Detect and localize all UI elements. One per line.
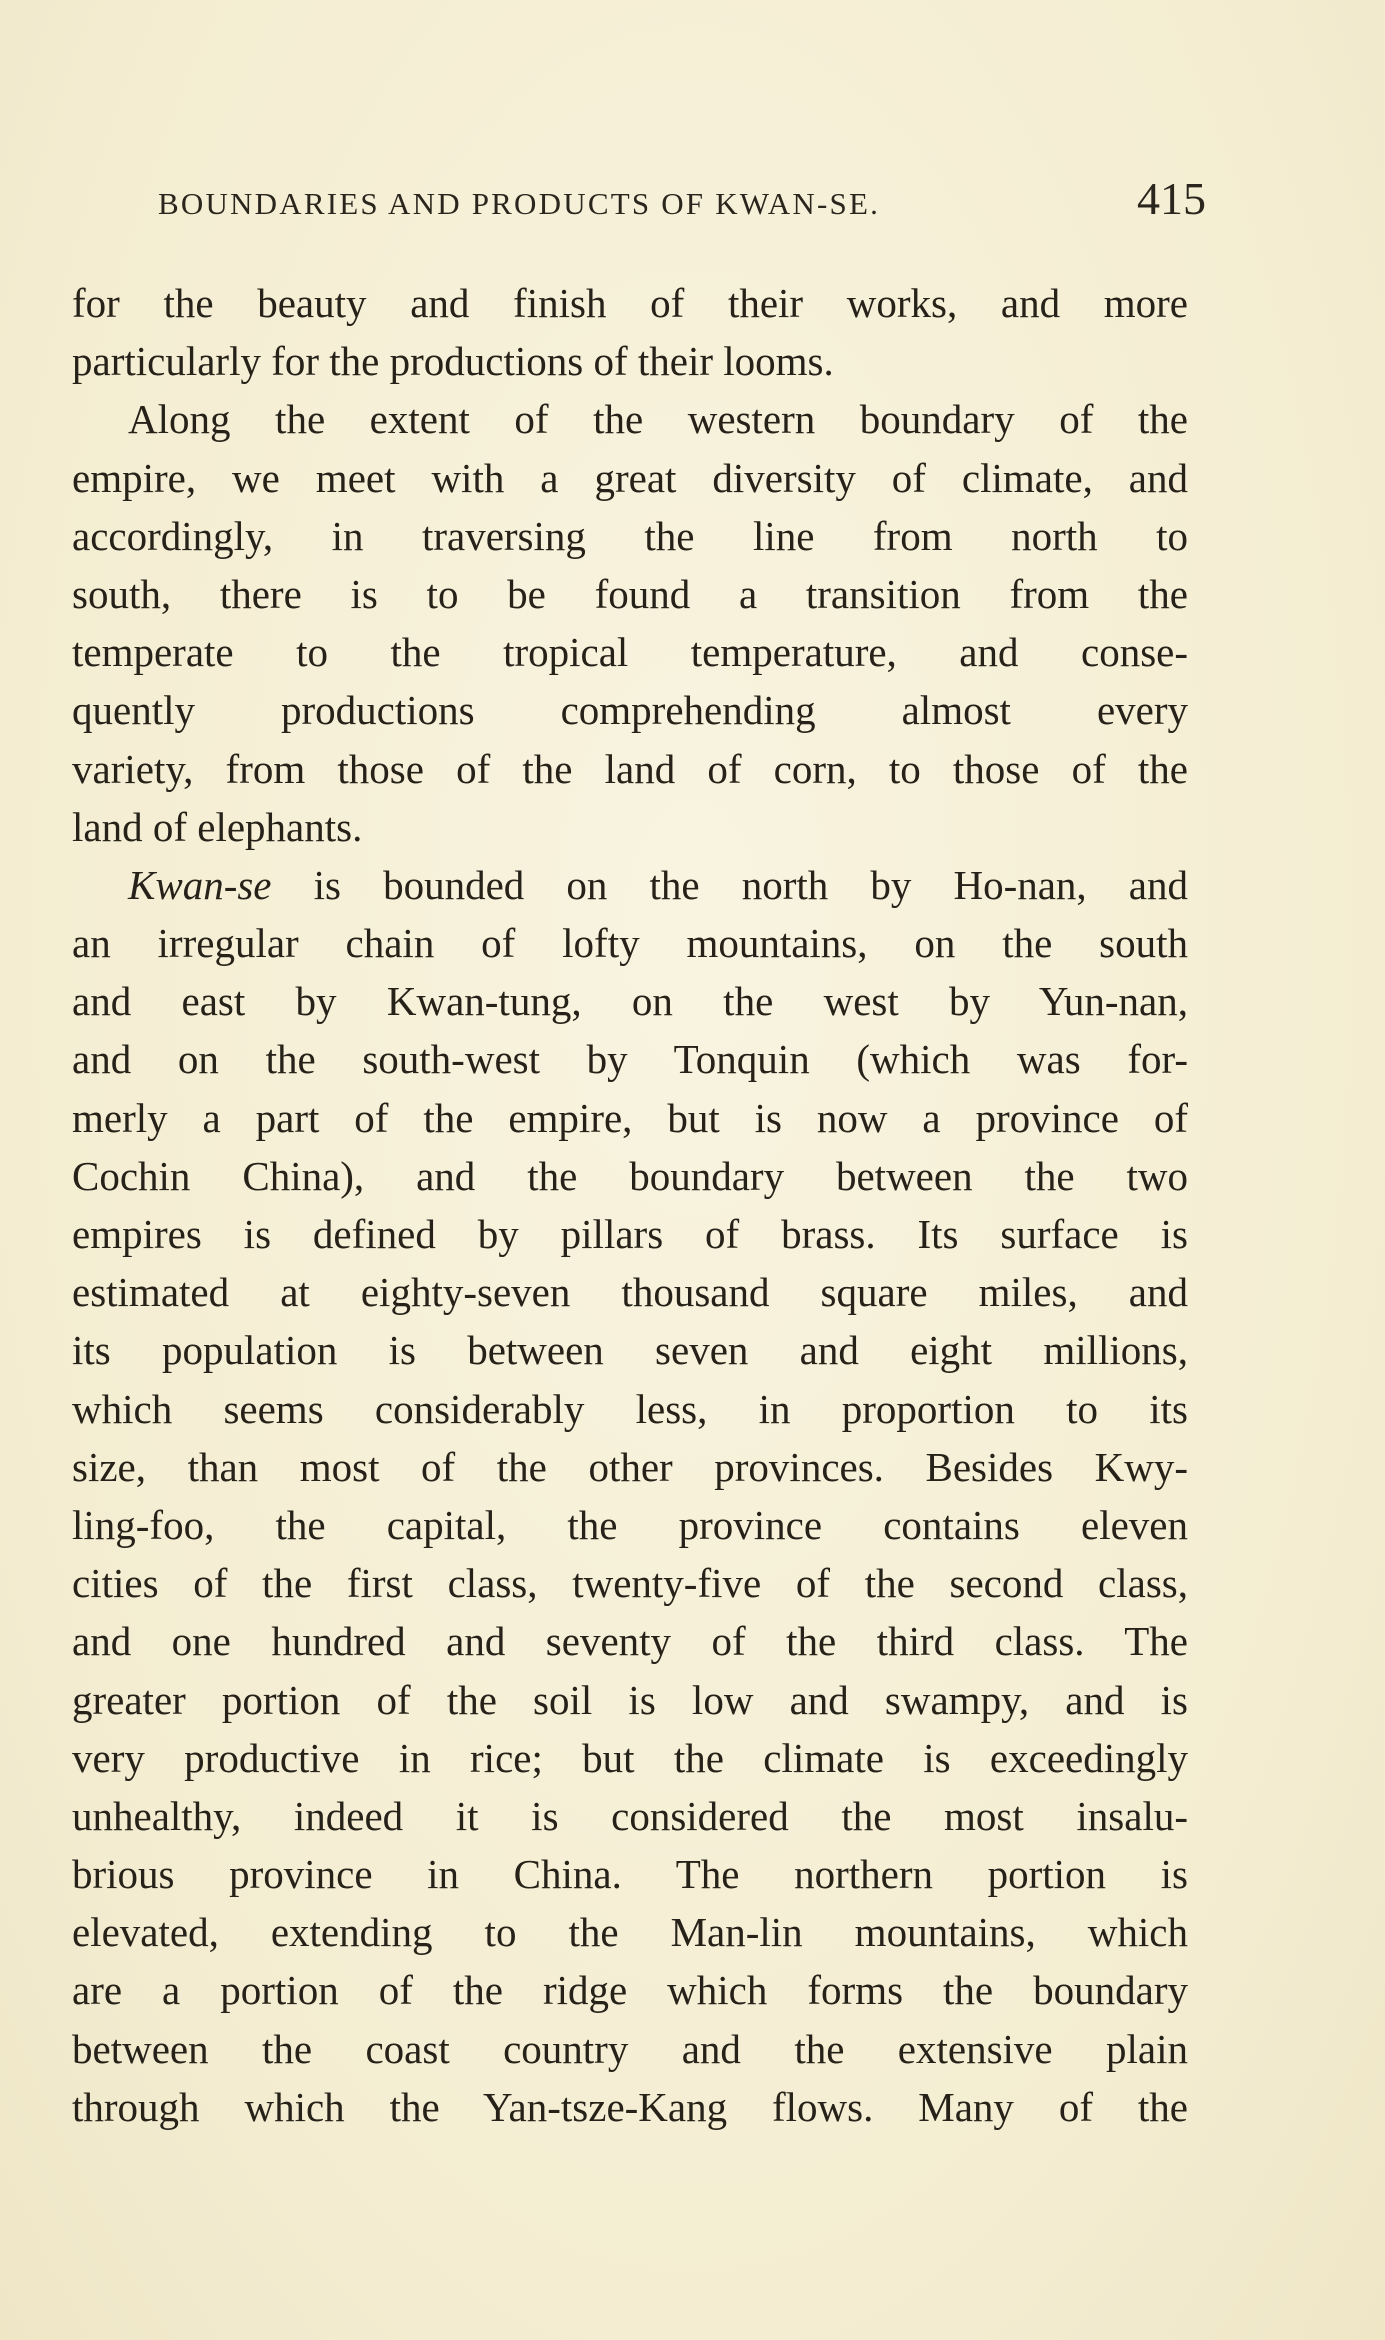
line-remainder: is bounded on the north by Ho-nan, and xyxy=(271,861,1188,908)
text-line: land of elephants. xyxy=(72,803,363,850)
text-line: are a portion of the ridge which forms the boundary xyxy=(72,1967,1188,2014)
book-page xyxy=(72,160,1206,2130)
text-line: Cochin China), and the boundary between the two xyxy=(72,1152,1188,1199)
text-line: merly a part of the empire, but is now a province of xyxy=(72,1094,1188,1141)
text-line: elevated, extending to the Man-lin mountains, which xyxy=(72,1909,1188,1956)
text-line: and east by Kwan-tung, on the west by Yun-nan, xyxy=(72,978,1188,1025)
running-title: BOUNDARIES AND PRODUCTS OF KWAN-SE. xyxy=(158,186,881,221)
text-line: between the coast country and the extensive plain xyxy=(72,2025,1188,2072)
paragraph-start-line: Along the extent of the western boundary of the xyxy=(128,396,1188,443)
text-line: through which the Yan-tsze-Kang flows. Many of the xyxy=(72,2083,1188,2130)
body-text xyxy=(72,274,1188,2136)
page-number: 415 xyxy=(1137,173,1206,224)
text-line: and on the south-west by Tonquin (which was for- xyxy=(72,1036,1188,1083)
text-line: and one hundred and seventy of the third class. The xyxy=(72,1618,1188,1665)
text-line: south, there is to be found a transition from the xyxy=(72,570,1188,617)
text-line: cities of the first class, twenty-five of the second class, xyxy=(72,1560,1188,1607)
paragraph-start-line xyxy=(72,856,1188,914)
text-line: size, than most of the other provinces. Besides Kwy- xyxy=(72,1443,1188,1490)
italic-place-name: Kwan-se xyxy=(128,861,272,908)
text-line: accordingly, in traversing the line from north to xyxy=(72,512,1188,559)
text-line: an irregular chain of lofty mountains, on the south xyxy=(72,920,1188,967)
text-line: brious province in China. The northern portion is xyxy=(72,1851,1188,1898)
text-line: empire, we meet with a great diversity of climate, and xyxy=(72,454,1188,501)
text-line: its population is between seven and eight millions, xyxy=(72,1327,1188,1374)
running-head xyxy=(72,160,1206,246)
text-line: ling-foo, the capital, the province contains eleven xyxy=(72,1501,1188,1548)
text-line: estimated at eighty-seven thousand square miles, and xyxy=(72,1269,1188,1316)
text-line: variety, from those of the land of corn, to those of the xyxy=(72,745,1188,792)
text-line: particularly for the productions of their looms. xyxy=(72,338,834,385)
text-line: greater portion of the soil is low and swampy, and is xyxy=(72,1676,1188,1723)
text-line: for the beauty and finish of their works, and more xyxy=(72,280,1188,326)
text-line: very productive in rice; but the climate is exceedingly xyxy=(72,1734,1188,1781)
text-line: temperate to the tropical temperature, and conse- xyxy=(72,629,1188,676)
text-line: quently productions comprehending almost every xyxy=(72,687,1188,734)
text-line: which seems considerably less, in proportion to its xyxy=(72,1385,1188,1432)
text-line: unhealthy, indeed it is considered the most insalu- xyxy=(72,1792,1188,1839)
text-line: empires is defined by pillars of brass. Its surface is xyxy=(72,1211,1188,1257)
